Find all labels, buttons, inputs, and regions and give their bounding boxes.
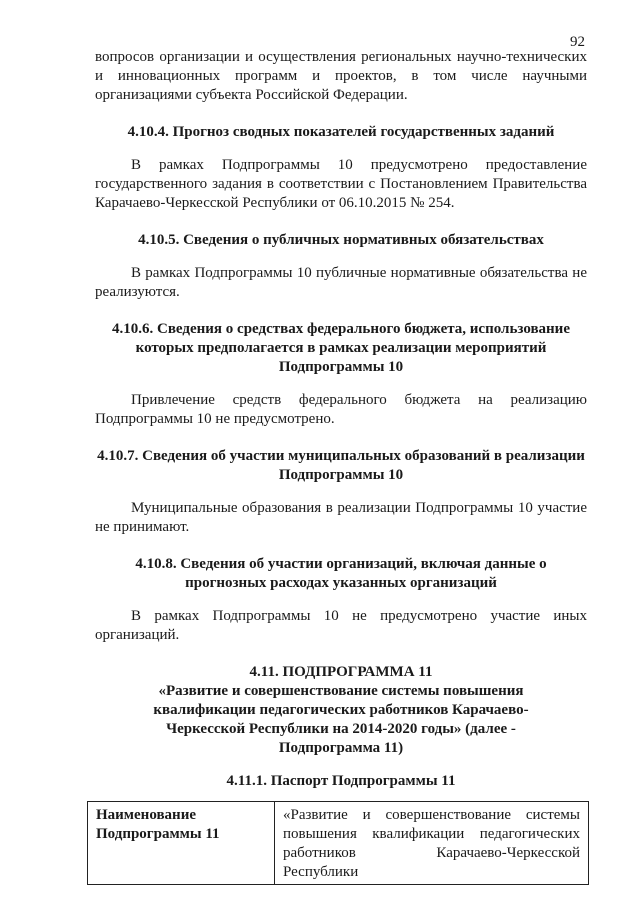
section-text-4-10-8: В рамках Подпрограммы 10 не предусмотрено участие иных организаций.	[95, 608, 587, 643]
table-row	[88, 802, 589, 885]
passport-heading: 4.11.1. Паспорт Подпрограммы 11	[226, 773, 456, 789]
intro-paragraph: вопросов организации и осуществления региональных научно-технических и инновационных программ и проектов, в том числе научными организациями субъекта Российской Федерации.	[95, 49, 587, 103]
passport-value-cell: «Развитие и совершенствование системы повышения квалификации педагогических работников Карачаево-Черкесской Республики	[275, 802, 589, 885]
page-number: 92	[570, 34, 585, 50]
section-heading-4-10-4: 4.10.4. Прогноз сводных показателей государственных заданий	[127, 124, 555, 140]
section-heading-4-10-7: 4.10.7. Сведения об участии муниципальных образований в реализации Подпрограммы 10	[97, 448, 585, 483]
section-heading-4-10-8: 4.10.8. Сведения об участии организаций, включая данные о прогнозных расходах указанных организаций	[135, 556, 547, 591]
document-body	[95, 48, 587, 885]
section-text-4-10-6: Привлечение средств федерального бюджета на реализацию Подпрограммы 10 не предусмотрено.	[95, 392, 587, 427]
subprogram-subtitle: «Развитие и совершенствование системы повышения квалификации педагогических работников Карачаево-Черкесской Республики на 2014-2020 годы» (далее - Подпрограмма 11)	[153, 683, 529, 756]
section-heading-4-10-6: 4.10.6. Сведения о средствах федерального бюджета, использование которых предполагается в рамках реализации мероприятий Подпрограммы 10	[112, 321, 570, 375]
section-heading-4-10-5: 4.10.5. Сведения о публичных нормативных обязательствах	[138, 232, 544, 248]
passport-label-cell: Наименование Подпрограммы 11	[88, 802, 275, 885]
passport-table	[87, 801, 589, 885]
section-text-4-10-5: В рамках Подпрограммы 10 публичные нормативные обязательства не реализуются.	[95, 265, 587, 300]
section-text-4-10-7: Муниципальные образования в реализации Подпрограммы 10 участие не принимают.	[95, 500, 587, 535]
section-text-4-10-4: В рамках Подпрограммы 10 предусмотрено предоставление государственного задания в соответствии с Постановлением Правительства Карачаево-Черкесской Республики от 06.10.2015 № 254.	[95, 157, 587, 211]
subprogram-title: 4.11. ПОДПРОГРАММА 11	[249, 664, 433, 680]
